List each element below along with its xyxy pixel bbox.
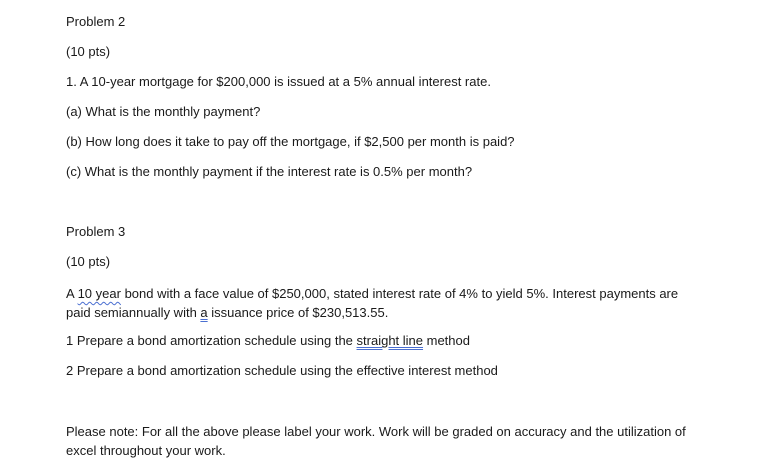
problem-3-heading: Problem 3 xyxy=(66,224,126,239)
problem-3-points: (10 pts) xyxy=(66,254,111,269)
spelling-flagged-term: 10 year xyxy=(77,286,121,301)
problem-2-question: 1. A 10-year mortgage for $200,000 is issued at a 5% annual interest rate. xyxy=(66,74,491,89)
task-1-prefix: 1 Prepare a bond amortization schedule using the xyxy=(66,333,357,348)
problem-3-task-1 xyxy=(66,333,470,349)
problem-3-task-2: 2 Prepare a bond amortization schedule using the effective interest method xyxy=(66,363,498,378)
bond-text-prefix: A xyxy=(66,286,78,301)
problem-2-heading: Problem 2 xyxy=(66,14,126,29)
problem-3-bond-description xyxy=(66,284,706,322)
task-1-suffix: method xyxy=(423,333,470,348)
problem-2-points: (10 pts) xyxy=(66,44,111,59)
problem-2-part-b: (b) How long does it take to pay off the mortgage, if $2,500 per month is paid? xyxy=(66,134,515,149)
problem-2-part-c: (c) What is the monthly payment if the interest rate is 0.5% per month? xyxy=(66,164,473,179)
grammar-flagged-article: a xyxy=(200,305,208,320)
bond-text-suffix: issuance price of $230,513.55. xyxy=(207,305,389,320)
grammar-flagged-term: straight line xyxy=(356,333,424,348)
problem-2-part-a: (a) What is the monthly payment? xyxy=(66,104,261,119)
grading-note: Please note: For all the above please label your work. Work will be graded on accuracy and the utilization of excel throughout your work. xyxy=(66,424,686,458)
bond-text-middle: bond with a face value of $250,000, stated interest rate of 4% to yield 5%. Interest payments are paid semiannually with xyxy=(66,286,679,320)
